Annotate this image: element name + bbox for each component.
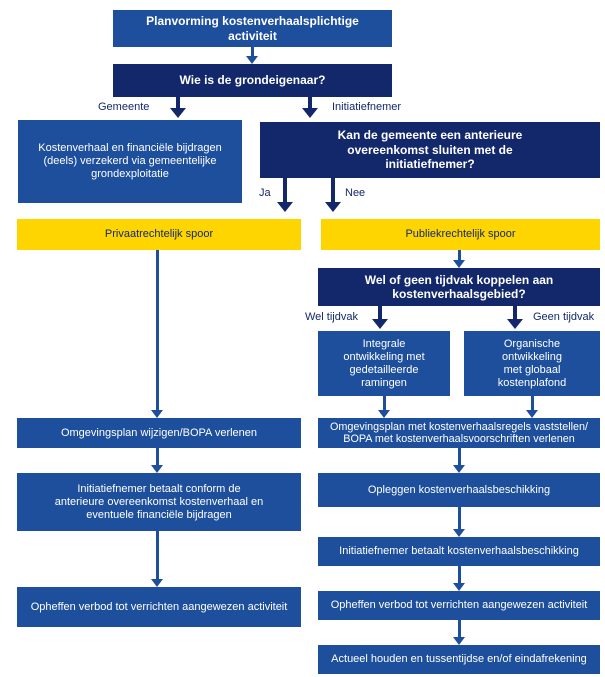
- arrow-organische-to-publiek-stap1: [524, 396, 540, 418]
- node-question-grondeigenaar: [113, 64, 392, 97]
- arrow-branch-nee: [325, 178, 341, 212]
- arrow-privaat-stap2-to-stap3: [149, 531, 165, 587]
- arrow-start-to-grondeigenaar: [244, 47, 260, 64]
- node-question-tijdvak: [318, 268, 600, 306]
- arrow-publiek-stap3-to-stap4: [451, 566, 467, 591]
- node-question-anterieure-overeenkomst: [260, 122, 600, 178]
- question-grondeigenaar-label: Wie is de grondeigenaar?: [179, 73, 326, 88]
- spoor-privaatrechtelijk-label: Privaatrechtelijk spoor: [104, 228, 214, 240]
- question-tijdvak-label: Wel of geen tijdvak koppelen aan kostenverhaalsgebied?: [364, 272, 554, 301]
- label-gemeente: Gemeente: [98, 101, 150, 113]
- arrow-privaat-spoor-to-stap1: [149, 250, 165, 418]
- node-privaat-stap2-betaalt-conform: [17, 473, 301, 531]
- publiek-stap1-label: Omgevingsplan met kostenverhaalsregels vaststellen/ BOPA met kostenverhaalsvoorschriften verlenen: [329, 420, 589, 445]
- label-ja: Ja: [259, 187, 271, 199]
- node-organische-ontwikkeling-label: Organische ontwikkeling met globaal kostenplafond: [497, 337, 567, 389]
- arrow-branch-wel-tijdvak: [372, 306, 388, 329]
- node-kostenverhaal-grondexploitatie-label: Kostenverhaal en financiële bijdragen (deels) verzekerd via gemeentelijke grondexploitatie: [38, 142, 222, 180]
- arrow-branch-geen-tijdvak: [507, 306, 523, 329]
- arrow-privaat-stap1-to-stap2: [149, 448, 165, 473]
- arrow-publiek-stap1-to-stap2: [451, 448, 467, 473]
- node-publiek-stap4-opheffen-verbod: [318, 591, 600, 620]
- node-privaat-stap1-omgevingsplan-wijzigen: [17, 418, 301, 448]
- spoor-publiekrechtelijk-label: Publiekrechtelijk spoor: [405, 228, 516, 240]
- publiek-stap3-label: Initiatiefnemer betaalt kostenverhaalsbeschikking: [339, 545, 579, 557]
- label-initiatiefnemer: Initiatiefnemer: [332, 101, 402, 113]
- node-publiek-stap2-opleggen-beschikking: [318, 473, 600, 507]
- publiek-stap5-label: Actueel houden en tussentijdse en/of eindafrekening: [331, 653, 587, 665]
- publiek-stap4-label: Opheffen verbod tot verrichten aangewezen activiteit: [330, 599, 588, 611]
- node-organische-ontwikkeling: [464, 331, 600, 396]
- node-publiek-stap3-betaalt-beschikking: [318, 537, 600, 566]
- node-start-label: Planvorming kostenverhaalsplichtige activiteit: [146, 14, 359, 43]
- arrow-publiek-spoor-to-tijdvak: [451, 250, 467, 268]
- arrow-integrale-to-publiek-stap1: [376, 396, 392, 418]
- node-kostenverhaal-grondexploitatie: [18, 120, 242, 203]
- privaat-stap1-label: Omgevingsplan wijzigen/BOPA verlenen: [60, 426, 258, 439]
- arrow-branch-ja: [277, 178, 293, 212]
- arrow-publiek-stap4-to-stap5: [451, 620, 467, 645]
- privaat-stap3-label: Opheffen verbod tot verrichten aangewezen activiteit: [30, 600, 288, 613]
- privaat-stap2-label: Initiatiefnemer betaalt conform de anterieure overeenkomst kostenverhaal en eventuele financiële bijdragen: [54, 482, 264, 521]
- question-anterieure-overeenkomst-label: Kan de gemeente een anterieure overeenkomst sluiten met de initiatiefnemer?: [337, 128, 523, 172]
- node-integrale-ontwikkeling-label: Integrale ontwikkeling met gedetailleerde ramingen: [343, 337, 425, 389]
- node-spoor-privaatrechtelijk: [17, 219, 301, 250]
- node-start-planvorming: [113, 10, 392, 47]
- node-publiek-stap1-omgevingsplan: [318, 418, 600, 448]
- node-publiek-stap5-actueel-houden: [318, 645, 600, 674]
- node-spoor-publiekrechtelijk: [321, 219, 600, 250]
- node-privaat-stap3-opheffen-verbod: [17, 587, 301, 627]
- node-integrale-ontwikkeling: [318, 331, 450, 396]
- arrow-branch-initiatiefnemer: [302, 97, 318, 118]
- label-nee: Nee: [345, 187, 366, 199]
- arrow-publiek-stap2-to-stap3: [451, 507, 467, 537]
- label-wel-tijdvak: Wel tijdvak: [305, 311, 358, 323]
- publiek-stap2-label: Opleggen kostenverhaalsbeschikking: [367, 483, 551, 496]
- label-geen-tijdvak: Geen tijdvak: [533, 311, 595, 323]
- arrow-branch-gemeente: [170, 97, 186, 118]
